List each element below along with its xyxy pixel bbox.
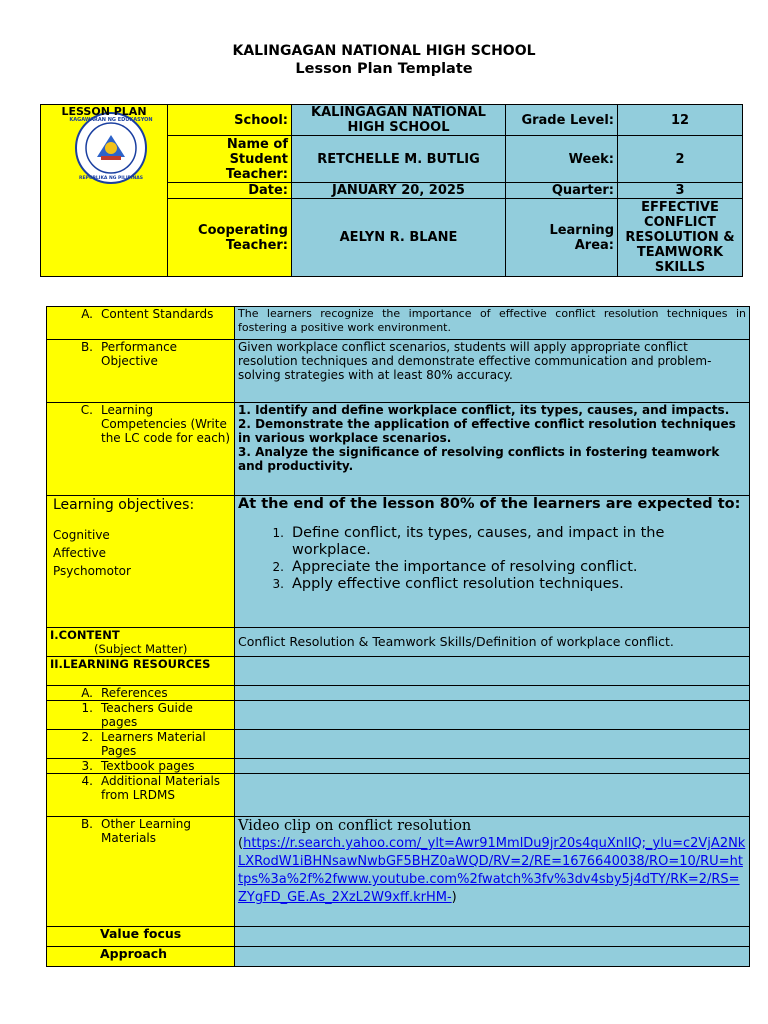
seal-cell <box>41 105 168 277</box>
lesson-plan-label: LESSON PLAN <box>61 105 147 118</box>
school-name-heading: KALINGAGAN NATIONAL HIGH SCHOOL <box>232 43 536 59</box>
domain-affective: Affective <box>53 546 106 560</box>
textbook-row: 3. Textbook pages <box>47 759 750 774</box>
school-label: School: <box>168 105 292 136</box>
references-label: References <box>101 686 168 700</box>
domain-psychomotor: Psychomotor <box>53 564 131 578</box>
learning-resources-label: II.LEARNING RESOURCES <box>47 657 235 686</box>
value-focus-value <box>235 927 750 947</box>
date-label: Date: <box>168 183 292 199</box>
subject-matter-label: (Subject Matter) <box>94 642 188 656</box>
link-close-paren: ) <box>451 890 457 905</box>
learners-material-row: 2. Learners Material Pages <box>47 730 750 759</box>
approach-row <box>47 947 750 967</box>
cooperating-teacher-value: AELYN R. BLANE <box>292 199 506 277</box>
textbook-value <box>235 759 750 774</box>
competency-item: 3. Analyze the significance of resolving conflicts in fostering teamwork and productivity. <box>238 445 720 473</box>
references-value <box>235 686 750 701</box>
learning-area-value: EFFECTIVE CONFLICT RESOLUTION & TEAMWORK SKILLS <box>618 199 743 277</box>
school-value: KALINGAGAN NATIONAL HIGH SCHOOL <box>292 105 506 136</box>
learning-resources-row <box>47 657 750 686</box>
document-title: Lesson Plan Template <box>295 61 473 77</box>
content-standards-row <box>47 307 750 340</box>
objective-item: 2. Appreciate the importance of resolving conflict. <box>272 559 638 575</box>
learning-resources-value <box>235 657 750 686</box>
value-focus-row <box>47 927 750 947</box>
student-teacher-value: RETCHELLE M. BUTLIG <box>292 136 506 183</box>
competency-item: 2. Demonstrate the application of effective conflict resolution techniques in various workplace scenarios. <box>238 417 736 445</box>
learners-material-value <box>235 730 750 759</box>
additional-materials-label: Additional Materials from LRDMS <box>101 774 221 802</box>
learning-objectives-value <box>235 496 750 628</box>
additional-materials-row: 4. Additional Materials from LRDMS <box>47 774 750 817</box>
approach-label: Approach <box>47 947 235 967</box>
teachers-guide-value <box>235 701 750 730</box>
learning-objectives-label: Learning objectives: <box>53 497 195 513</box>
performance-objective-label: Performance Objective <box>101 340 178 368</box>
references-row: A. References <box>47 686 750 701</box>
approach-value <box>235 947 750 967</box>
teachers-guide-row: 1. Teachers Guide pages <box>47 701 750 730</box>
row-marker: A. <box>81 307 93 321</box>
performance-objective-value: Given workplace conflict scenarios, students will apply appropriate conflict resolution techniques and demonstrate effective communication and problem-solving strategies with at least 80% accuracy. <box>235 340 750 403</box>
lesson-info-table <box>40 104 743 277</box>
other-materials-value <box>235 817 750 927</box>
other-materials-row: B. Other Learning Materials Video clip on conflict resolution (https://r.search.yahoo.com/_ylt=Awr91MmlDu9jr20s4quXnIlQ;_ylu=c2VjA2NkLXRodW1iBHNsawNwbGF5BHZ0aWQD/RV=2/RE=1676640038/RO=10/RU=https%3a%2f%2fwww.youtube.com%2fwatch%3fv%3dv4sby5j4dTY/RK=2/RS=ZYgFD_GE.As_2XzL2W9xff.krHM-) <box>47 817 750 927</box>
grade-level-value: 12 <box>618 105 743 136</box>
learning-area-label: Learning Area: <box>506 199 618 277</box>
link-open-paren: ( <box>238 836 244 851</box>
week-label: Week: <box>506 136 618 183</box>
value-focus-label: Value focus <box>47 927 235 947</box>
week-value: 2 <box>618 136 743 183</box>
learning-objectives-row <box>47 496 750 628</box>
grade-level-label: Grade Level: <box>506 105 618 136</box>
seal-bottom-text: REPUBLIKA NG PILIPINAS <box>78 176 144 181</box>
learning-competencies-row <box>47 403 750 496</box>
seal-top-text: KAGAWARAN NG EDUKASYON <box>69 117 153 123</box>
video-clip-text: Video clip on conflict resolution <box>238 818 472 834</box>
lesson-plan-table <box>46 306 750 967</box>
domain-cognitive: Cognitive <box>53 528 110 542</box>
cooperating-teacher-label: Cooperating Teacher: <box>168 199 292 277</box>
textbook-label: Textbook pages <box>101 759 195 773</box>
quarter-label: Quarter: <box>506 183 618 199</box>
performance-objective-row <box>47 340 750 403</box>
row-marker: B. <box>80 340 93 354</box>
content-standards-label: Content Standards <box>101 307 214 321</box>
content-value: Conflict Resolution & Teamwork Skills/Definition of workplace conflict. <box>235 628 750 657</box>
competency-item: 1. Identify and define workplace conflict, its types, causes, and impacts. <box>238 403 730 417</box>
objective-item: 1. Define conflict, its types, causes, and impact in the workplace. <box>272 525 665 558</box>
objectives-intro: At the end of the lesson 80% of the learners are expected to: <box>238 496 741 512</box>
learners-material-label: Learners Material Pages <box>101 730 206 758</box>
additional-materials-value <box>235 774 750 817</box>
date-value: JANUARY 20, 2025 <box>292 183 506 199</box>
row-marker: C. <box>80 403 93 417</box>
teachers-guide-label: Teachers Guide pages <box>101 701 193 729</box>
other-materials-label: Other Learning Materials <box>101 817 191 845</box>
quarter-value: 3 <box>618 183 743 199</box>
content-row <box>47 628 750 657</box>
content-label: I.CONTENT <box>50 628 120 642</box>
content-standards-value: The learners recognize the importance of effective conflict resolution techniques in fostering a positive work environment. <box>235 307 750 340</box>
deped-seal-icon <box>69 111 153 185</box>
learning-competencies-value <box>235 403 750 496</box>
objective-item: 3. Apply effective conflict resolution techniques. <box>272 576 624 592</box>
learning-competencies-label: Learning Competencies (Write the LC code for each) <box>101 403 231 445</box>
video-link[interactable]: https://r.search.yahoo.com/_ylt=Awr91MmlDu9jr20s4quXnIlQ;_ylu=c2VjA2NkLXRodW1iBHNsawNwbGF5BHZ0aWQD/RV=2/RE=1676640038/RO=10/RU=https%3a%2f%2fwww.youtube.com%2fwatch%3fv%3dv4sby5j4dTY/RK=2/RS=ZYgFD_GE.As_2XzL2W9xff.krHM- <box>238 836 746 905</box>
student-teacher-label: Name of Student Teacher: <box>168 136 292 183</box>
